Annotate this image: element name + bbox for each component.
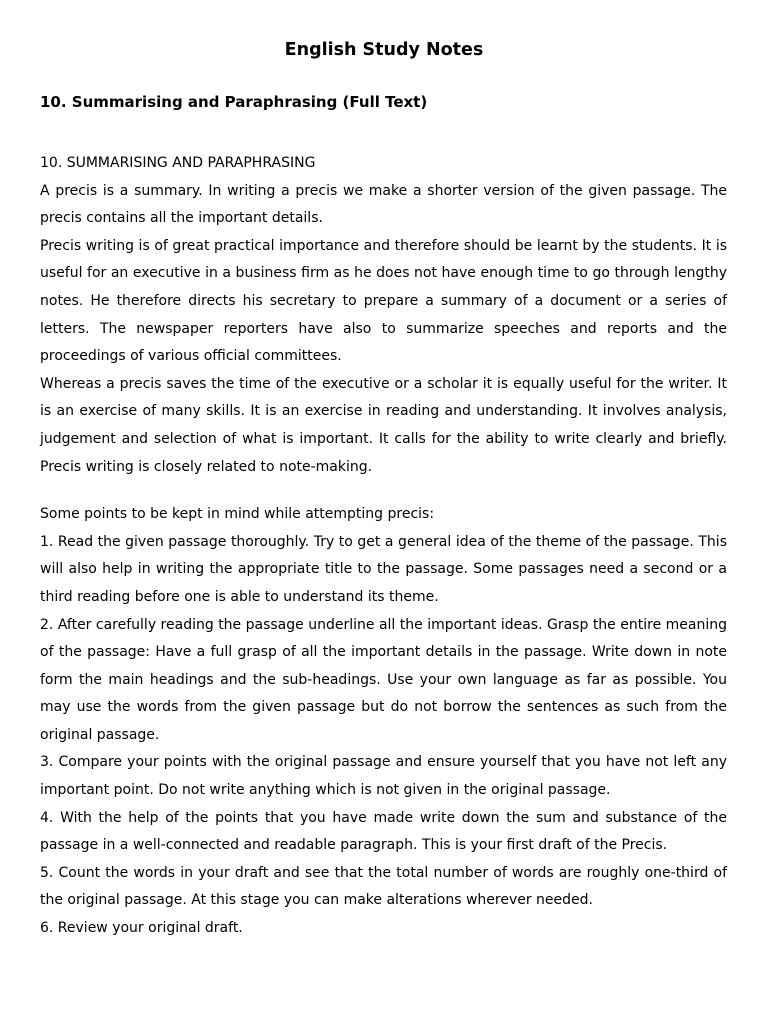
point-item: 4. With the help of the points that you have made write down the sum and substance of the passage in a well-connected and readable paragraph. This is your first draft of the Precis. <box>40 809 727 854</box>
document-body <box>40 150 727 943</box>
paragraph: Whereas a precis saves the time of the executive or a scholar it is equally useful for the writer. It is an exercise of many skills. It is an exercise in reading and understanding. It involves analysis, judgement and selection of what is important. It calls for the ability to write clearly and briefly. Precis writing is closely related to note-making. <box>40 375 727 475</box>
point-item: 3. Compare your points with the original passage and ensure yourself that you have not left any important point. Do not write anything which is not given in the original passage. <box>40 754 727 799</box>
document-title: English Study Notes <box>284 40 484 60</box>
point-item: 1. Read the given passage thoroughly. Try to get a general idea of the theme of the passage. This will also help in writing the appropriate title to the passage. Some passages need a second or a third reading before one is able to understand its theme. <box>40 533 727 605</box>
paragraph-gap <box>40 481 727 501</box>
section-heading: 10. Summarising and Paraphrasing (Full Text) <box>40 93 428 111</box>
subheading: 10. SUMMARISING AND PARAPHRASING <box>40 155 316 171</box>
point-item: 2. After carefully reading the passage underline all the important ideas. Grasp the entire meaning of the passage: Have a full grasp of all the important details in the passage. Write down in note form the main headings and the sub-headings. Use your own language as far as possible. You may use the words from the given passage but do not borrow the sentences as such from the original passage. <box>40 616 727 743</box>
points-intro: Some points to be kept in mind while attempting precis: <box>40 506 435 523</box>
points-list <box>40 529 727 943</box>
point-item: 5. Count the words in your draft and see that the total number of words are roughly one-third of the original passage. At this stage you can make alterations wherever needed. <box>40 864 727 909</box>
paragraph: Precis writing is of great practical importance and therefore should be learnt by the students. It is useful for an executive in a business firm as he does not have enough time to go through lengthy notes. He therefore directs his secretary to prepare a summary of a document or a series of letters. The newspaper reporters have also to summarize speeches and reports and the proceedings of various official committees. <box>40 237 727 365</box>
paragraph: A precis is a summary. In writing a precis we make a shorter version of the given passage. The precis contains all the important details. <box>40 182 727 227</box>
point-item: 6. Review your original draft. <box>40 920 243 937</box>
